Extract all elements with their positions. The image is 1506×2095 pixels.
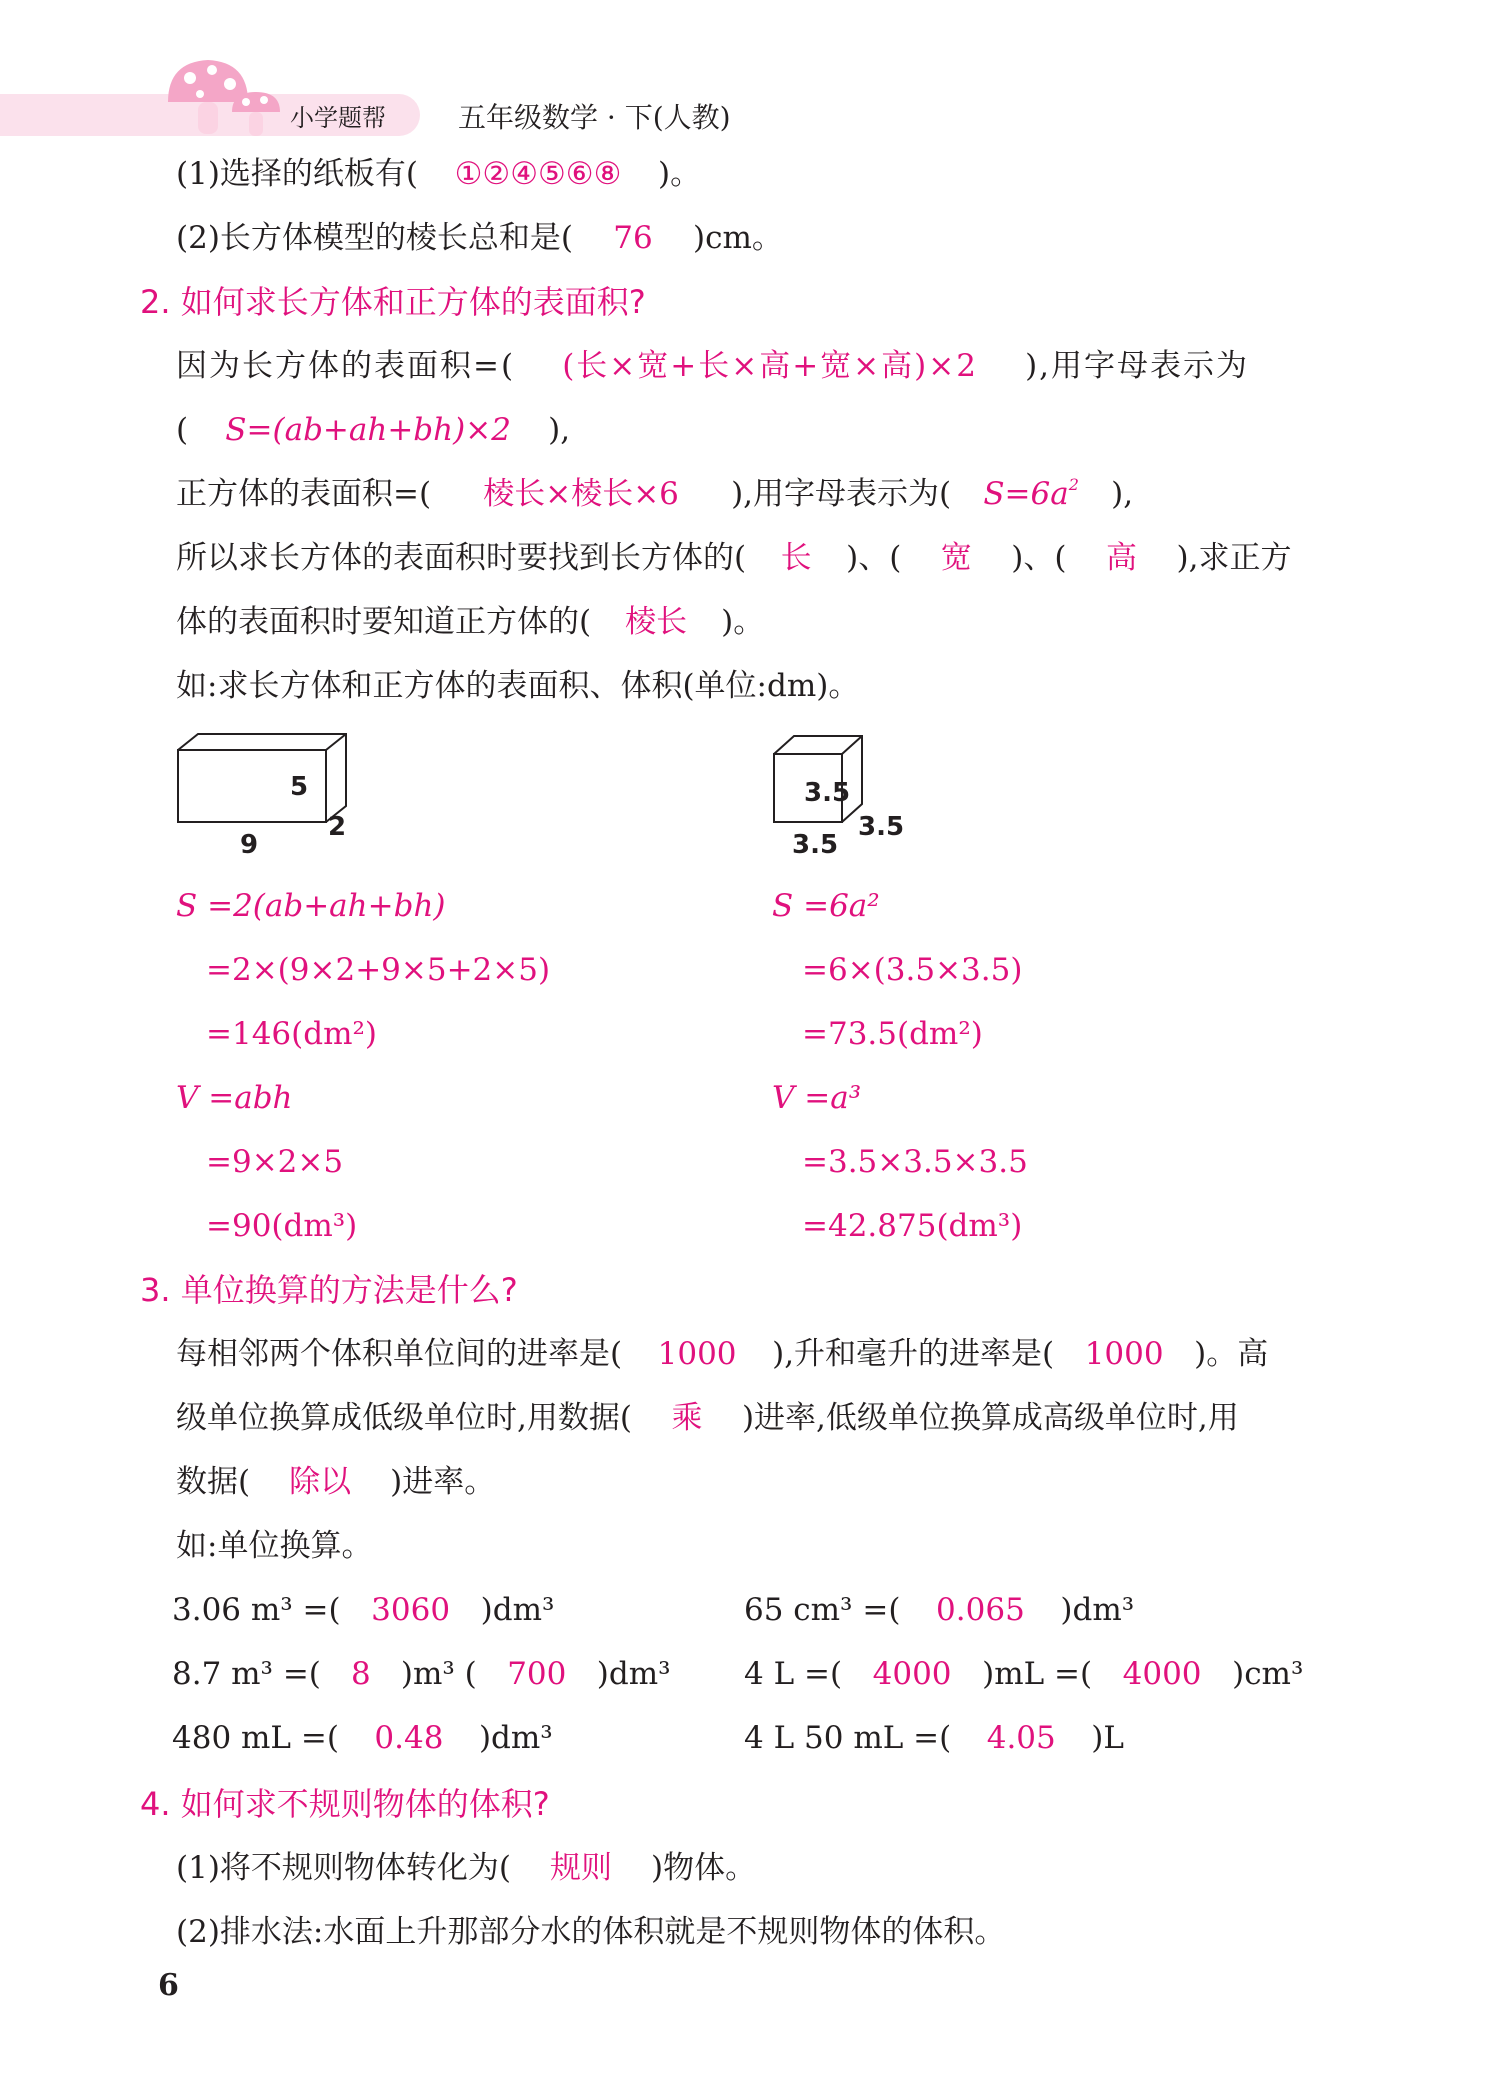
conversion-4: 4 L =( 4000 )mL =( 4000 )cm³ (744, 1656, 1304, 1692)
q1-line1: (1)选择的纸板有( ①②④⑤⑥⑧ )。 (176, 156, 702, 192)
left-calc-4: =9×2×5 (206, 1144, 344, 1180)
answer: 高 (1106, 540, 1137, 576)
answer: 规则 (550, 1850, 613, 1886)
answer: S=(ab+ah+bh)×2 (225, 412, 511, 448)
conversion-3: 8.7 m³ =( 8 )m³ ( 700 )dm³ (172, 1656, 671, 1692)
header-label: 小学题帮 (290, 104, 386, 132)
answer: (长×宽+长×高+宽×高)×2 (562, 348, 978, 384)
answer: 3060 (371, 1592, 451, 1628)
right-calc-2: =73.5(dm²) (802, 1016, 983, 1052)
cube-bottom: 3.5 (792, 830, 839, 860)
right-calc-5: =42.875(dm³) (802, 1208, 1023, 1244)
right-calc-0: S =6a² (772, 888, 880, 924)
cube-side: 3.5 (858, 812, 905, 842)
left-calc-5: =90(dm³) (206, 1208, 358, 1244)
q2-para5: 体的表面积时要知道正方体的( 棱长 )。 (176, 604, 765, 640)
answer: 乘 (671, 1400, 703, 1436)
answer: 4000 (872, 1656, 952, 1692)
left-calc-1: =2×(9×2+9×5+2×5) (206, 952, 551, 988)
answer: 0.065 (936, 1592, 1025, 1628)
answer: 0.48 (374, 1720, 444, 1756)
right-calc-4: =3.5×3.5×3.5 (802, 1144, 1028, 1180)
page-number: 6 (158, 1968, 179, 2003)
cuboid-width: 2 (328, 812, 347, 842)
conversion-2: 65 cm³ =( 0.065 )dm³ (744, 1592, 1135, 1628)
answer: 棱长 (625, 604, 688, 640)
right-calc-3: V =a³ (772, 1080, 862, 1116)
cube-front: 3.5 (804, 778, 851, 808)
answer: $S=6a^2$ (983, 475, 1079, 512)
question-4-title: 4. 如何求不规则物体的体积? (140, 1785, 550, 1823)
left-calc-3: V =abh (176, 1080, 293, 1116)
question-2-title: 2. 如何求长方体和正方体的表面积? (140, 283, 646, 321)
answer: ①②④⑤⑥⑧ (454, 156, 622, 192)
q2-para3: 正方体的表面积=( 棱长×棱长×6 ),用字母表示为( $S=6a^2$ ), (176, 475, 1134, 512)
cuboid-height: 5 (290, 772, 309, 802)
right-calc-1: =6×(3.5×3.5) (802, 952, 1023, 988)
conversion-6: 4 L 50 mL =( 4.05 )L (744, 1720, 1124, 1756)
cuboid-length: 9 (240, 830, 259, 860)
q3-para1: 每相邻两个体积单位间的进率是( 1000 ),升和毫升的进率是( 1000 )。高 (176, 1336, 1269, 1372)
q2-para1: 因为长方体的表面积=( (长×宽+长×高+宽×高)×2 ),用字母表示为 (176, 348, 1250, 384)
answer: 4000 (1122, 1656, 1202, 1692)
conversion-1: 3.06 m³ =( 3060 )dm³ (172, 1592, 555, 1628)
answer: 700 (507, 1656, 567, 1692)
q4-para1: (1)将不规则物体转化为( 规则 )物体。 (176, 1850, 757, 1886)
answer: 1000 (1084, 1336, 1164, 1372)
q3-para2: 级单位换算成低级单位时,用数据( 乘 )进率,低级单位换算成高级单位时,用 (176, 1400, 1239, 1436)
q1-line2: (2)长方体模型的棱长总和是( 76 )cm。 (176, 220, 783, 256)
q4-para2: (2)排水法:水面上升那部分水的体积就是不规则物体的体积。 (176, 1914, 1006, 1950)
answer: 长 (780, 540, 812, 576)
header-title: 五年级数学 · 下(人教) (458, 101, 731, 134)
mushroom-icon (160, 54, 290, 144)
left-calc-0: S =2(ab+ah+bh) (176, 888, 446, 924)
answer: 1000 (657, 1336, 737, 1372)
q2-para4: 所以求长方体的表面积时要找到长方体的( 长 )、( 宽 )、( 高 ),求正方 (176, 540, 1292, 576)
answer: 宽 (940, 540, 972, 576)
question-3-title: 3. 单位换算的方法是什么? (140, 1271, 518, 1309)
answer: 8 (351, 1656, 371, 1692)
q2-example: 如:求长方体和正方体的表面积、体积(单位:dm)。 (176, 668, 860, 704)
q2-para2: ( S=(ab+ah+bh)×2 ), (176, 412, 571, 448)
answer: 棱长×棱长×6 (483, 476, 679, 512)
q3-example: 如:单位换算。 (176, 1528, 373, 1564)
conversion-5: 480 mL =( 0.48 )dm³ (172, 1720, 553, 1756)
answer: 4.05 (986, 1720, 1056, 1756)
answer: 76 (613, 220, 653, 256)
answer: 除以 (289, 1464, 352, 1500)
left-calc-2: =146(dm²) (206, 1016, 377, 1052)
q3-para3: 数据( 除以 )进率。 (176, 1464, 496, 1500)
